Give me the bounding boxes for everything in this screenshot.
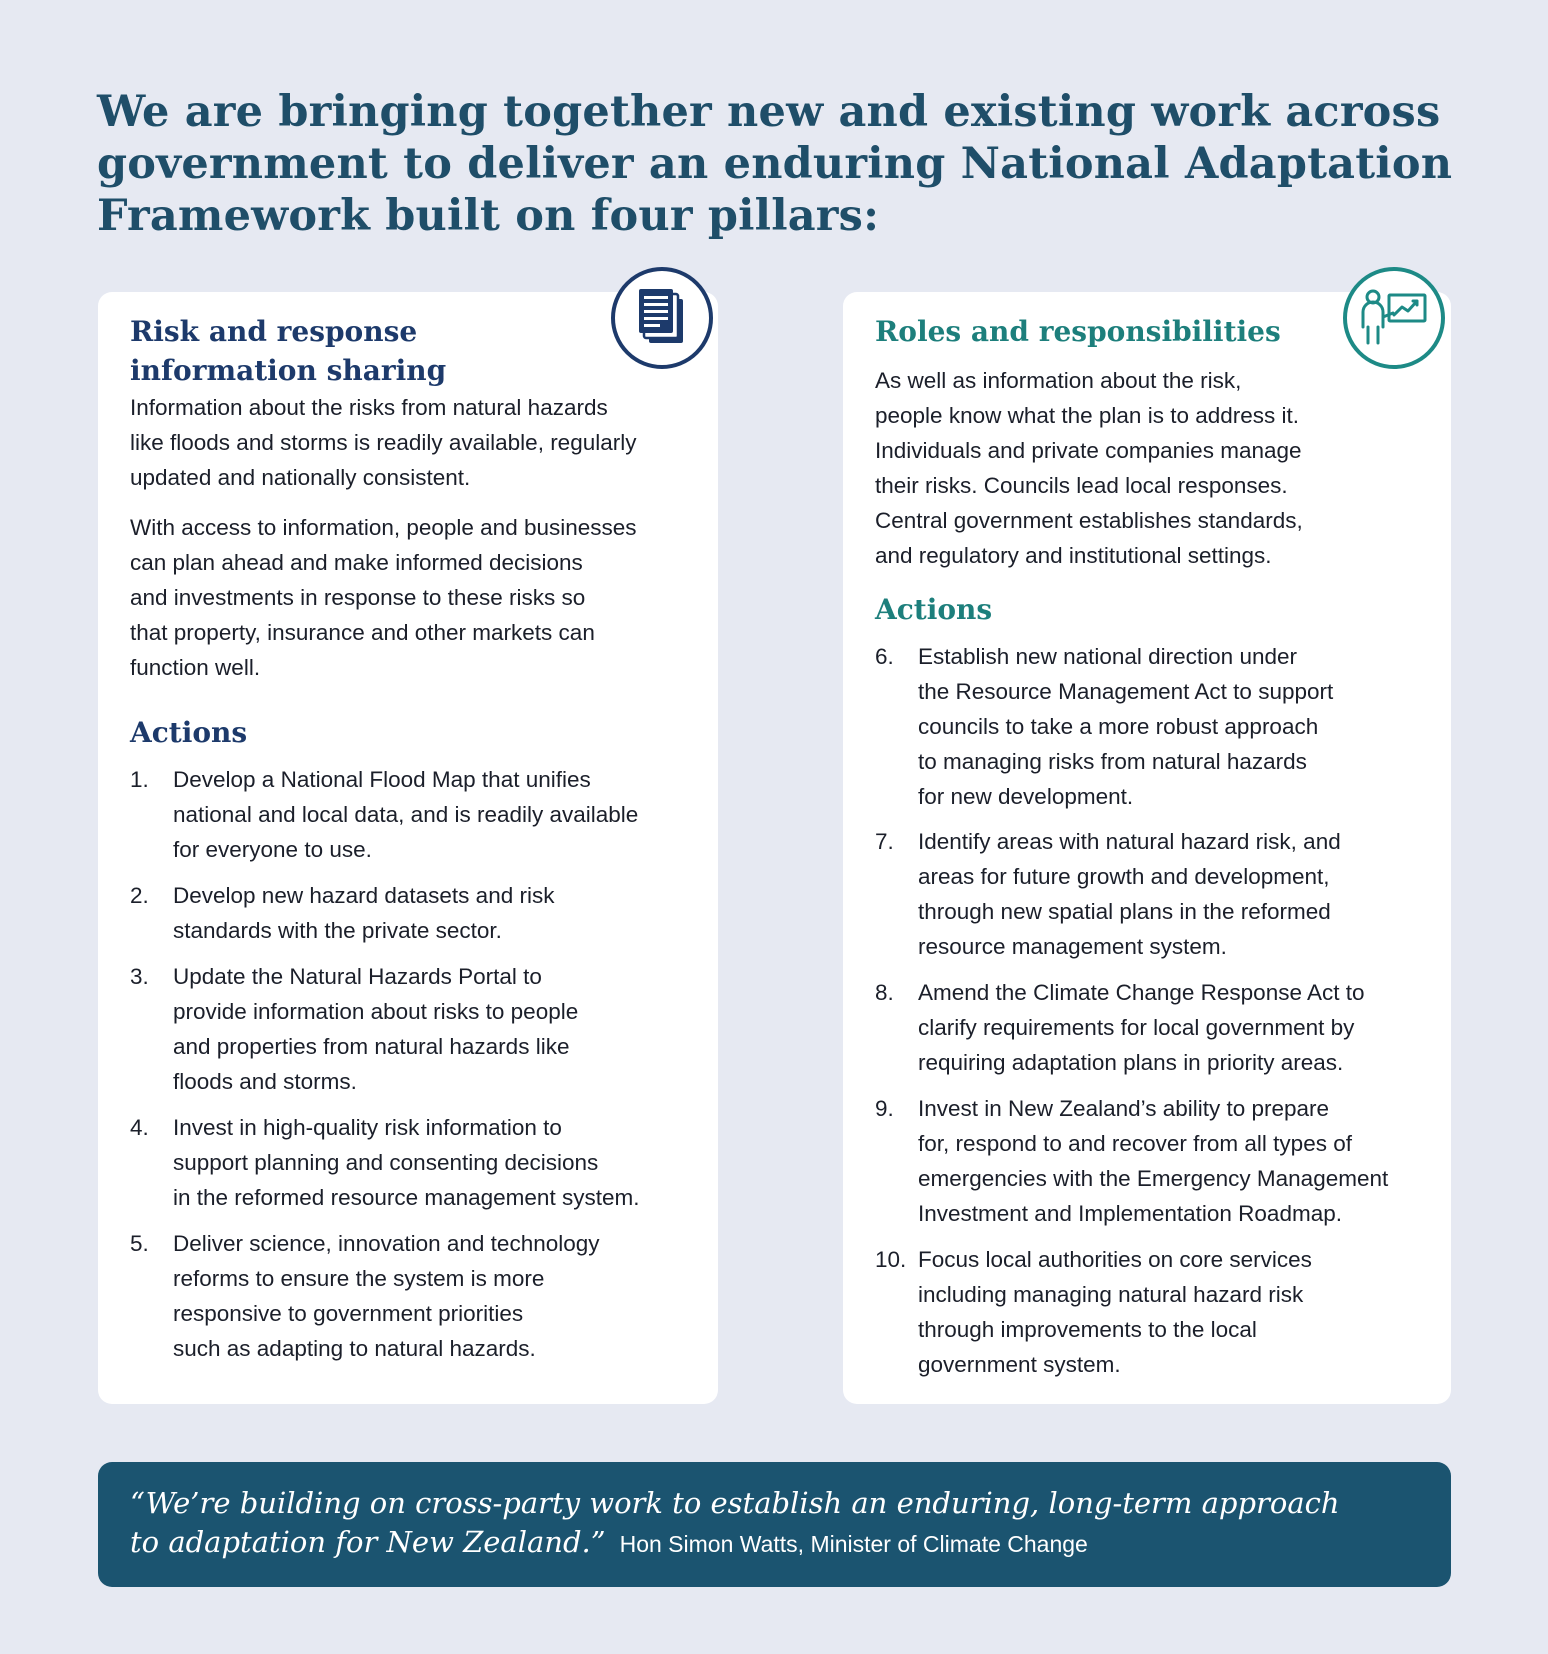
action-line: Update the Natural Hazards Portal to: [173, 964, 542, 989]
card-paragraph: [875, 363, 1303, 573]
action-line: provide information about risks to people: [173, 999, 579, 1024]
paragraph-line: As well as information about the risk,: [875, 368, 1242, 393]
action-line: Identify areas with natural hazard risk, and: [918, 829, 1341, 854]
paragraph-line: With access to information, people and businesses: [130, 515, 637, 540]
action-number: 3.: [130, 964, 149, 989]
card-paragraph: [130, 510, 637, 685]
quote-line: [130, 1523, 1340, 1564]
action-line: government system.: [918, 1352, 1121, 1377]
paragraph-line: like floods and storms is readily available, regularly: [130, 430, 637, 455]
paragraph-line: function well.: [130, 655, 261, 680]
paragraph-line: that property, insurance and other markets can: [130, 620, 595, 645]
action-line: through improvements to the local: [918, 1317, 1257, 1342]
action-line: Deliver science, innovation and technology: [173, 1231, 600, 1256]
action-line: floods and storms.: [173, 1069, 357, 1094]
action-line: for everyone to use.: [173, 837, 372, 862]
action-line: and properties from natural hazards like: [173, 1034, 570, 1059]
action-number: 5.: [130, 1231, 149, 1256]
paragraph-line: Information about the risks from natural hazards: [130, 395, 608, 420]
action-line: councils to take a more robust approach: [918, 714, 1319, 739]
paragraph-line: and investments in response to these risks so: [130, 585, 586, 610]
paragraph-line: Central government establishes standards,: [875, 508, 1303, 533]
pillar-card-roles-responsibilities: [843, 292, 1451, 1404]
paragraph-line: Individuals and private companies manage: [875, 438, 1302, 463]
paragraph-line: can plan ahead and make informed decisions: [130, 550, 583, 575]
quote-attribution: Hon Simon Watts, Minister of Climate Change: [619, 1531, 1088, 1557]
action-line: requiring adaptation plans in priority areas.: [918, 1050, 1344, 1075]
quote-banner: [98, 1462, 1451, 1587]
action-line: Amend the Climate Change Response Act to: [918, 980, 1365, 1005]
action-line: Develop a National Flood Map that unifies: [173, 767, 591, 792]
action-number: 4.: [130, 1115, 149, 1140]
action-line: through new spatial plans in the reformed: [918, 899, 1331, 924]
page-headline: [97, 86, 1477, 242]
action-line: Develop new hazard datasets and risk: [173, 883, 555, 908]
action-line: clarify requirements for local government by: [918, 1015, 1355, 1040]
card-paragraph: [130, 390, 636, 495]
actions-heading: Actions: [130, 716, 248, 749]
action-line: Focus local authorities on core services: [918, 1247, 1312, 1272]
pillar-card-risk-information: [98, 292, 718, 1404]
headline-line: Framework built on four pillars:: [97, 191, 880, 241]
action-line: for, respond to and recover from all types of: [918, 1131, 1352, 1156]
action-line: national and local data, and is readily available: [173, 802, 639, 827]
action-line: standards with the private sector.: [173, 918, 502, 943]
card-title-line: information sharing: [130, 354, 447, 387]
card-title-line: Roles and responsibilities: [875, 315, 1281, 348]
card-title: [875, 312, 1281, 351]
action-line: to managing risks from natural hazards: [918, 749, 1307, 774]
action-line: areas for future growth and development,: [918, 864, 1330, 889]
action-number: 7.: [875, 829, 894, 854]
paragraph-line: and regulatory and institutional settings.: [875, 543, 1272, 568]
action-line: Investment and Implementation Roadmap.: [918, 1201, 1342, 1226]
action-number: 2.: [130, 883, 149, 908]
action-line: Invest in high-quality risk information to: [173, 1115, 562, 1140]
quote-line-text: to adaptation for New Zealand.”: [130, 1525, 606, 1559]
action-line: reforms to ensure the system is more: [173, 1266, 545, 1291]
quote-text: [130, 1484, 1340, 1564]
paragraph-line: people know what the plan is to address it.: [875, 403, 1300, 428]
card-title-line: Risk and response: [130, 315, 418, 348]
action-line: responsive to government priorities: [173, 1301, 524, 1326]
action-line: emergencies with the Emergency Management: [918, 1166, 1389, 1191]
action-number: 6.: [875, 644, 894, 669]
quote-line: “We’re building on cross-party work to establish an enduring, long-term approach: [130, 1486, 1340, 1520]
action-line: such as adapting to natural hazards.: [173, 1336, 536, 1361]
action-line: including managing natural hazard risk: [918, 1282, 1304, 1307]
action-line: Invest in New Zealand’s ability to prepare: [918, 1096, 1330, 1121]
action-number: 1.: [130, 767, 149, 792]
headline-line: government to deliver an enduring National Adaptation: [97, 139, 1453, 189]
card-title: [130, 312, 446, 390]
action-number: 8.: [875, 980, 894, 1005]
action-line: the Resource Management Act to support: [918, 679, 1334, 704]
actions-heading: Actions: [875, 593, 993, 626]
paragraph-line: their risks. Councils lead local responses.: [875, 473, 1288, 498]
action-line: Establish new national direction under: [918, 644, 1297, 669]
action-line: resource management system.: [918, 934, 1227, 959]
presenter-chart-icon: [1343, 267, 1445, 369]
action-number: 9.: [875, 1096, 894, 1121]
headline-line: We are bringing together new and existing work across: [97, 87, 1441, 137]
action-line: in the reformed resource management system.: [173, 1185, 640, 1210]
action-number: 10.: [875, 1247, 907, 1272]
paragraph-line: updated and nationally consistent.: [130, 465, 471, 490]
document-icon: [611, 267, 713, 369]
action-line: support planning and consenting decisions: [173, 1150, 599, 1175]
action-line: for new development.: [918, 784, 1134, 809]
